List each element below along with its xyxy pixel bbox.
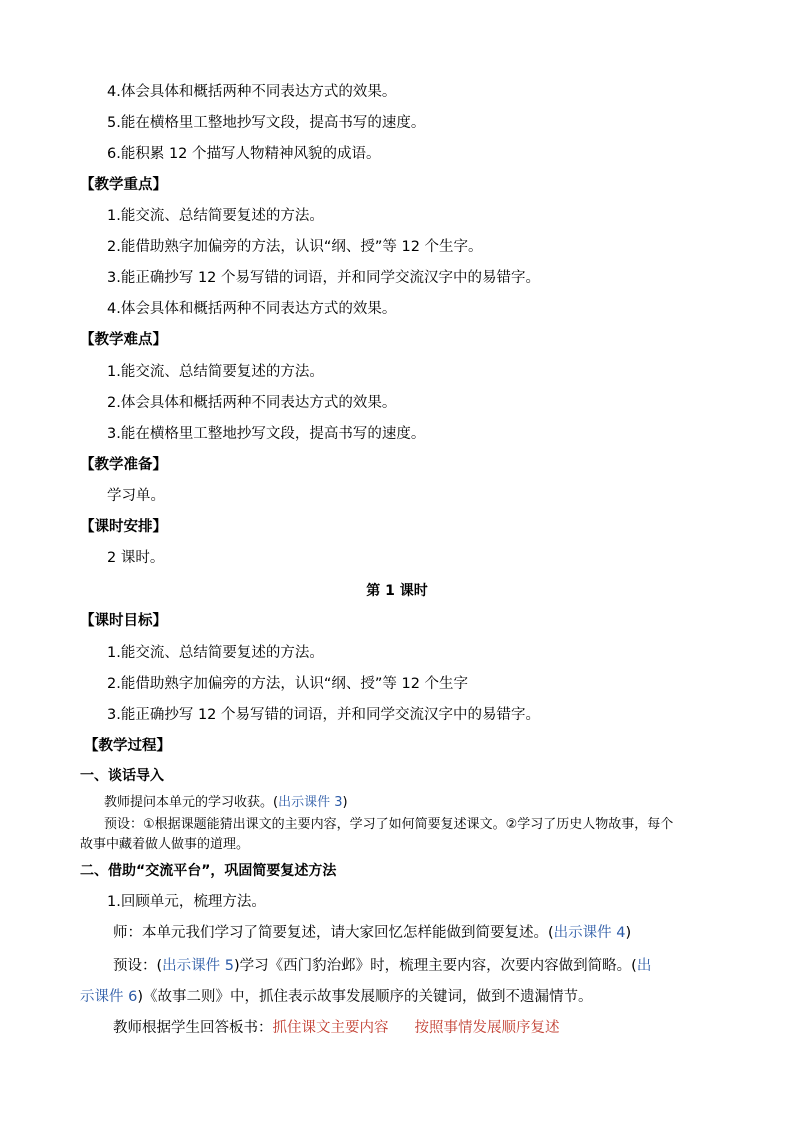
- schedule-text: 2 课时。: [107, 550, 165, 566]
- lesson-goal-item: 2.能借助熟字加偏旁的方法，认识“纲、授”等 12 个生字: [107, 676, 469, 692]
- preset-text: 预设：(: [113, 958, 163, 974]
- goal-item-6: 6.能积累 12 个描写人物精神风貌的成语。: [107, 146, 381, 162]
- lesson-goal-item: 1.能交流、总结简要复述的方法。: [107, 645, 324, 661]
- goal-item-4: 4.体会具体和概括两种不同表达方式的效果。: [107, 84, 397, 100]
- section1-text: 教师提问本单元的学习收获。(: [104, 795, 279, 810]
- key-point-item: 3.能正确抄写 12 个易写错的词语，并和同学交流汉字中的易错字。: [107, 270, 541, 286]
- schedule-heading: 【课时安排】: [80, 519, 167, 535]
- courseware-ref: 出示课件 4: [553, 925, 626, 941]
- difficulty-item: 2.体会具体和概括两种不同表达方式的效果。: [107, 395, 397, 411]
- preset-text: )《故事二则》中，抓住表示故事发展顺序的关键词，做到不遗漏情节。: [137, 989, 593, 1005]
- courseware-ref: 出示课件 5: [162, 958, 235, 974]
- teacher-text-end: ): [625, 925, 632, 941]
- courseware-ref: 出示课件 3: [278, 795, 343, 810]
- difficulty-item: 1.能交流、总结简要复述的方法。: [107, 364, 324, 380]
- section1-title: 一、谈话导入: [80, 768, 164, 784]
- board-point-2: 按照事情发展顺序复述: [414, 1020, 560, 1036]
- board-point-1: 抓住课文主要内容: [272, 1020, 389, 1036]
- board-text: 教师根据学生回答板书：: [113, 1020, 273, 1036]
- board-line: [113, 1018, 560, 1038]
- goal-item-5: 5.能在横格里工整地抄写文段，提高书写的速度。: [107, 115, 426, 131]
- section2-title: 二、借助“交流平台”，巩固简要复述方法: [80, 863, 337, 879]
- key-point-item: 2.能借助熟字加偏旁的方法，认识“纲、授”等 12 个生字。: [107, 239, 483, 255]
- key-points-heading: 【教学重点】: [80, 177, 167, 193]
- section1-line1: [104, 794, 348, 812]
- courseware-ref: 示课件 6: [80, 989, 138, 1005]
- preset-line-2: [80, 987, 593, 1007]
- key-point-item: 1.能交流、总结简要复述的方法。: [107, 208, 324, 224]
- prep-text: 学习单。: [107, 488, 165, 504]
- section1-preset-1: 预设：①根据课题能猜出课文的主要内容，学习了如何简要复述课文。②学习了历史人物故事，每个: [104, 817, 674, 832]
- teacher-text: 师：本单元我们学习了简要复述，请大家回忆怎样能做到简要复述。(: [113, 925, 554, 941]
- courseware-ref: 出: [636, 958, 652, 974]
- section2-item1: 1.回顾单元，梳理方法。: [107, 894, 266, 910]
- section1-preset-2: 故事中藏着做人做事的道理。: [80, 837, 250, 852]
- prep-heading: 【教学准备】: [80, 457, 167, 473]
- section1-text-end: ): [342, 795, 348, 810]
- key-point-item: 4.体会具体和概括两种不同表达方式的效果。: [107, 301, 397, 317]
- preset-line-1: [113, 956, 651, 976]
- preset-text: )学习《西门豹治邺》时，梳理主要内容，次要内容做到简略。(: [234, 958, 637, 974]
- lesson-title: 第 1 课时: [366, 583, 428, 599]
- lesson-goal-item: 3.能正确抄写 12 个易写错的词语，并和同学交流汉字中的易错字。: [107, 707, 541, 723]
- teacher-line: [113, 923, 631, 943]
- lesson-goals-heading: 【课时目标】: [80, 613, 167, 629]
- process-heading: 【教学过程】: [84, 738, 171, 754]
- difficulties-heading: 【教学难点】: [80, 332, 167, 348]
- difficulty-item: 3.能在横格里工整地抄写文段，提高书写的速度。: [107, 426, 426, 442]
